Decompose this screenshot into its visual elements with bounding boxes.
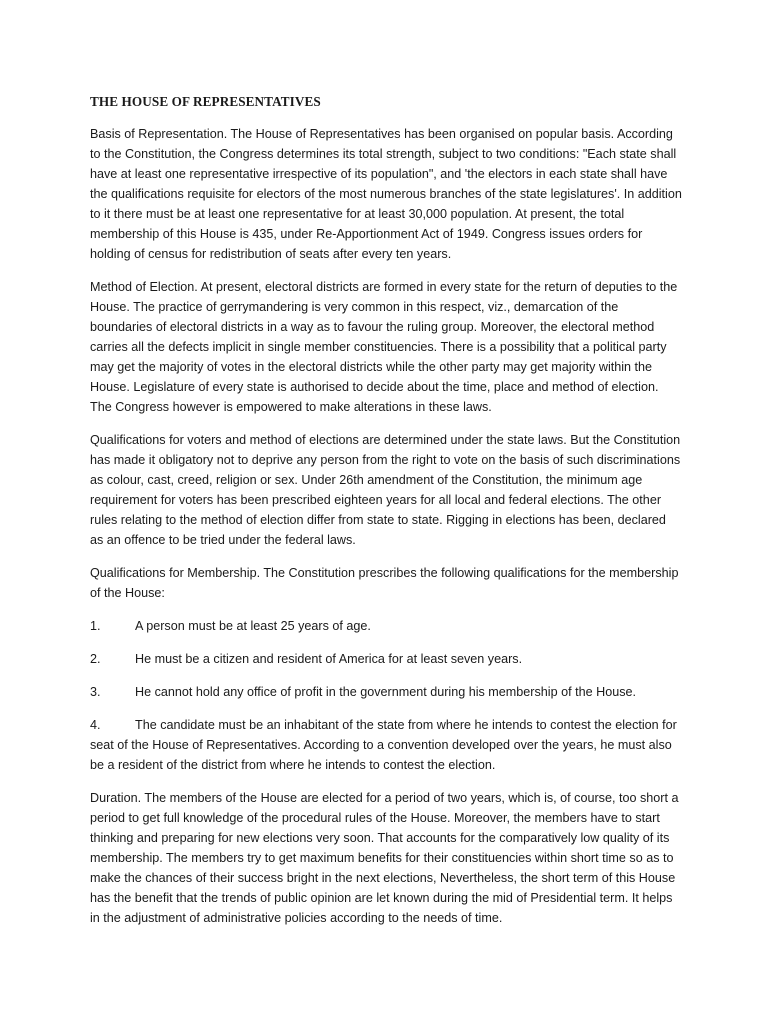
list-item-number: 3. <box>90 685 101 699</box>
document-title: THE HOUSE OF REPRESENTATIVES <box>90 94 321 109</box>
list-item <box>90 715 682 775</box>
paragraph-method-of-election: Method of Election. At present, electoral districts are formed in every state for the return of deputies to the House. The practice of gerrymandering is very common in this respect, viz., demarcation of the boundaries of electoral districts in a way as to favour the ruling group. Moreover, the electoral method carries all the defects implicit in single member constituencies. There is a possibility that a political party may get the majority of votes in the electoral districts while the other party may get majority within the House. Legislature of every state is authorised to decide about the time, place and method of election. The Congress however is empowered to make alterations in these laws. <box>90 280 678 414</box>
list-item-text: He cannot hold any office of profit in the government during his membership of the House. <box>135 685 637 699</box>
list-item-text: A person must be at least 25 years of age. <box>135 619 371 633</box>
list-item <box>90 616 682 636</box>
paragraph-membership-qualifications: Qualifications for Membership. The Constitution prescribes the following qualifications for the membership of the House: <box>90 566 679 600</box>
list-item-number: 1. <box>90 619 101 633</box>
list-item <box>90 682 682 702</box>
paragraph-voter-qualifications: Qualifications for voters and method of elections are determined under the state laws. But the Constitution has made it obligatory not to deprive any person from the right to vote on the basis of such discriminations as colour, cast, creed, religion or sex. Under 26th amendment of the Constitution, the minimum age requirement for voters has been prescribed eighteen years for all local and federal elections. The other rules relating to the method of election differ from state to state. Rigging in elections has been, declared as an offence to be tried under the federal laws. <box>90 433 681 547</box>
paragraph-basis-of-representation: Basis of Representation. The House of Representatives has been organised on popular basis. According to the Constitution, the Congress determines its total strength, subject to two conditions: "Each state shall have at least one representative irrespective of its population", and 'the electors in each state shall have the qualifications requisite for electors of the most numerous branches of the state legislatures'. In addition to it there must be at least one representative for at least 30,000 population. At present, the total membership of this House is 435, under Re-Apportionment Act of 1949. Congress issues orders for holding of census for redistribution of seats after every ten years. <box>90 127 682 261</box>
list-item-text: He must be a citizen and resident of America for at least seven years. <box>135 652 523 666</box>
paragraph-duration: Duration. The members of the House are elected for a period of two years, which is, of course, too short a period to get full knowledge of the procedural rules of the House. Moreover, the members have to start thinking and preparing for new elections very soon. That accounts for the comparatively low quality of its membership. The members try to get maximum benefits for their constituencies within short time so as to make the chances of their success bright in the next elections, Nevertheless, the short term of this House has the benefit that the trends of public opinion are let known during the mid of Presidential term. It helps in the adjustment of administrative policies according to the needs of time. <box>90 791 679 925</box>
list-item-number: 2. <box>90 652 101 666</box>
document-page <box>90 92 682 941</box>
list-item <box>90 649 682 669</box>
list-item-number: 4. <box>90 718 101 732</box>
list-item-text: The candidate must be an inhabitant of the state from where he intends to contest the election for seat of the House of Representatives. According to a convention developed over the years, he must also be a resident of the district from where he intends to contest the election. <box>90 718 677 772</box>
